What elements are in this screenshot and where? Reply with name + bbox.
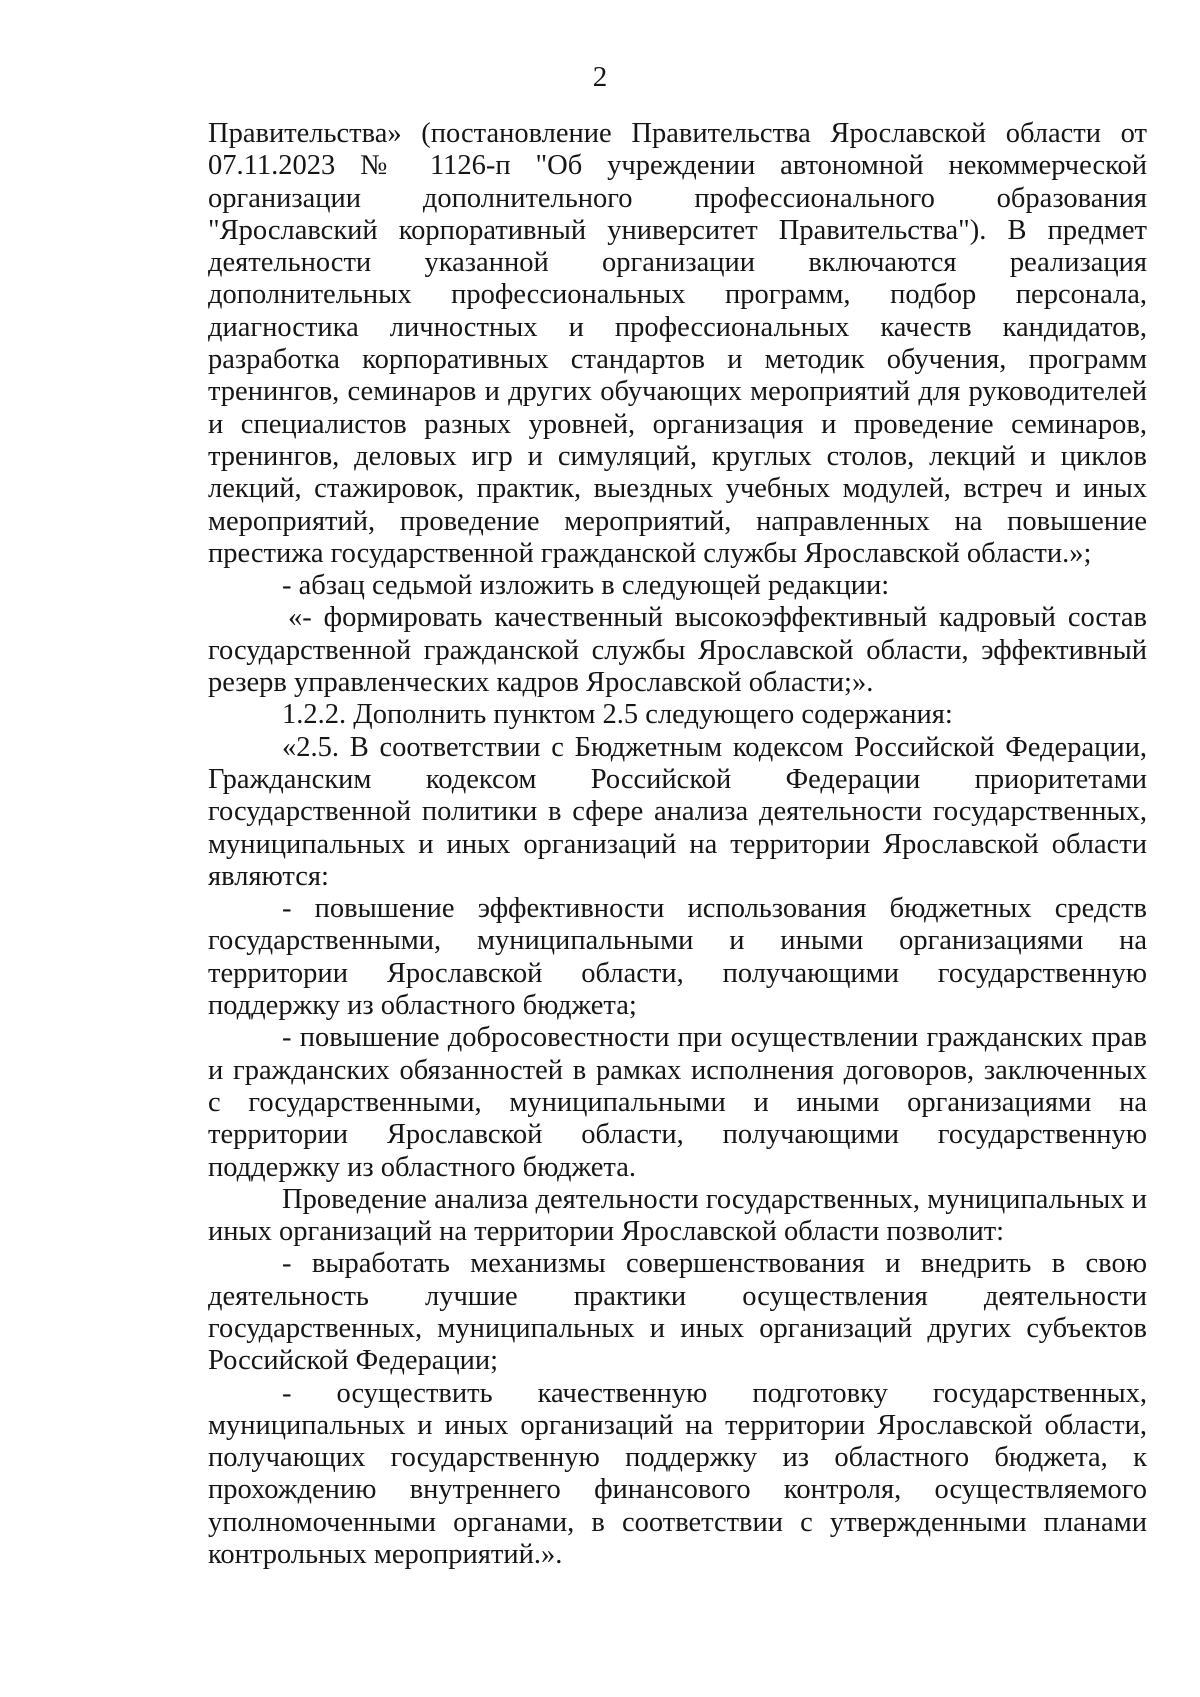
paragraph-analysis-allows: Проведение анализа деятельности государственных, муниципальных и иных организаций на территории Ярославской области позволит: — [208, 1183, 1147, 1248]
paragraph-clause-1-2-2: 1.2.2. Дополнить пунктом 2.5 следующего содержания: — [282, 699, 953, 731]
paragraph-budget-efficiency: - повышение эффективности использования бюджетных средств государственными, муниципальными и иными организациями на территории Ярославской области, получающими государственную поддержку из областного бюджета; — [208, 893, 1147, 1022]
paragraph-clause-2-5: «2.5. В соответствии с Бюджетным кодексом Российской Федерации, Гражданским кодексом Российской Федерации приоритетами государственной политики в сфере анализа деятельности государственных, муниципальных и иных организаций на территории Ярославской области являются: — [208, 731, 1147, 892]
paragraph-good-faith: - повышение добросовестности при осуществлении гражданских прав и гражданских обязанностей в рамках исполнения договоров, заключенных с государственными, муниципальными и иными организациями на территории Ярославской области, получающими государственную поддержку из областного бюджета. — [208, 1022, 1147, 1183]
paragraph-financial-control: - осуществить качественную подготовку государственных, муниципальных и иных организаций на территории Ярославской области, получающих государственную поддержку из областного бюджета, к прохождению внутреннего финансового контроля, осуществляемого уполномоченными органами, в соответствии с утвержденными планами контрольных мероприятий.». — [208, 1377, 1147, 1571]
page-number: 2 — [592, 61, 608, 93]
paragraph-university-definition: Правительства» (постановление Правительства Ярославской области от 07.11.2023 № 1126-п "Об учреждении автономной некоммерческой организации дополнительного профессионального образования "Ярославский корпоративный университет Правительства"). В предмет деятельности указанной организации включаются реализация дополнительных профессиональных программ, подбор персонала, диагностика личностных и профессиональных качеств кандидатов, разработка корпоративных стандартов и методик обучения, программ тренингов, семинаров и других обучающих мероприятий для руководителей и специалистов разных уровней, организация и проведение семинаров, тренингов, деловых игр и симуляций, круглых столов, лекций и циклов лекций, стажировок, практик, выездных учебных модулей, встреч и иных мероприятий, проведение мероприятий, направленных на повышение престижа государственной гражданской службы Ярославской области.»; — [208, 118, 1147, 569]
document-body — [208, 118, 1147, 1571]
paragraph-personnel-reserve: «- формировать качественный высокоэффективный кадровый состав государственной гражданской службы Ярославской области, эффективный резерв управленческих кадров Ярославской области;». — [208, 602, 1147, 699]
paragraph-best-practices: - выработать механизмы совершенствования и внедрить в свою деятельность лучшие практики осуществления деятельности государственных, муниципальных и иных организаций других субъектов Российской Федерации; — [208, 1248, 1147, 1377]
paragraph-amendment-seventh: - абзац седьмой изложить в следующей редакции: — [282, 570, 890, 602]
